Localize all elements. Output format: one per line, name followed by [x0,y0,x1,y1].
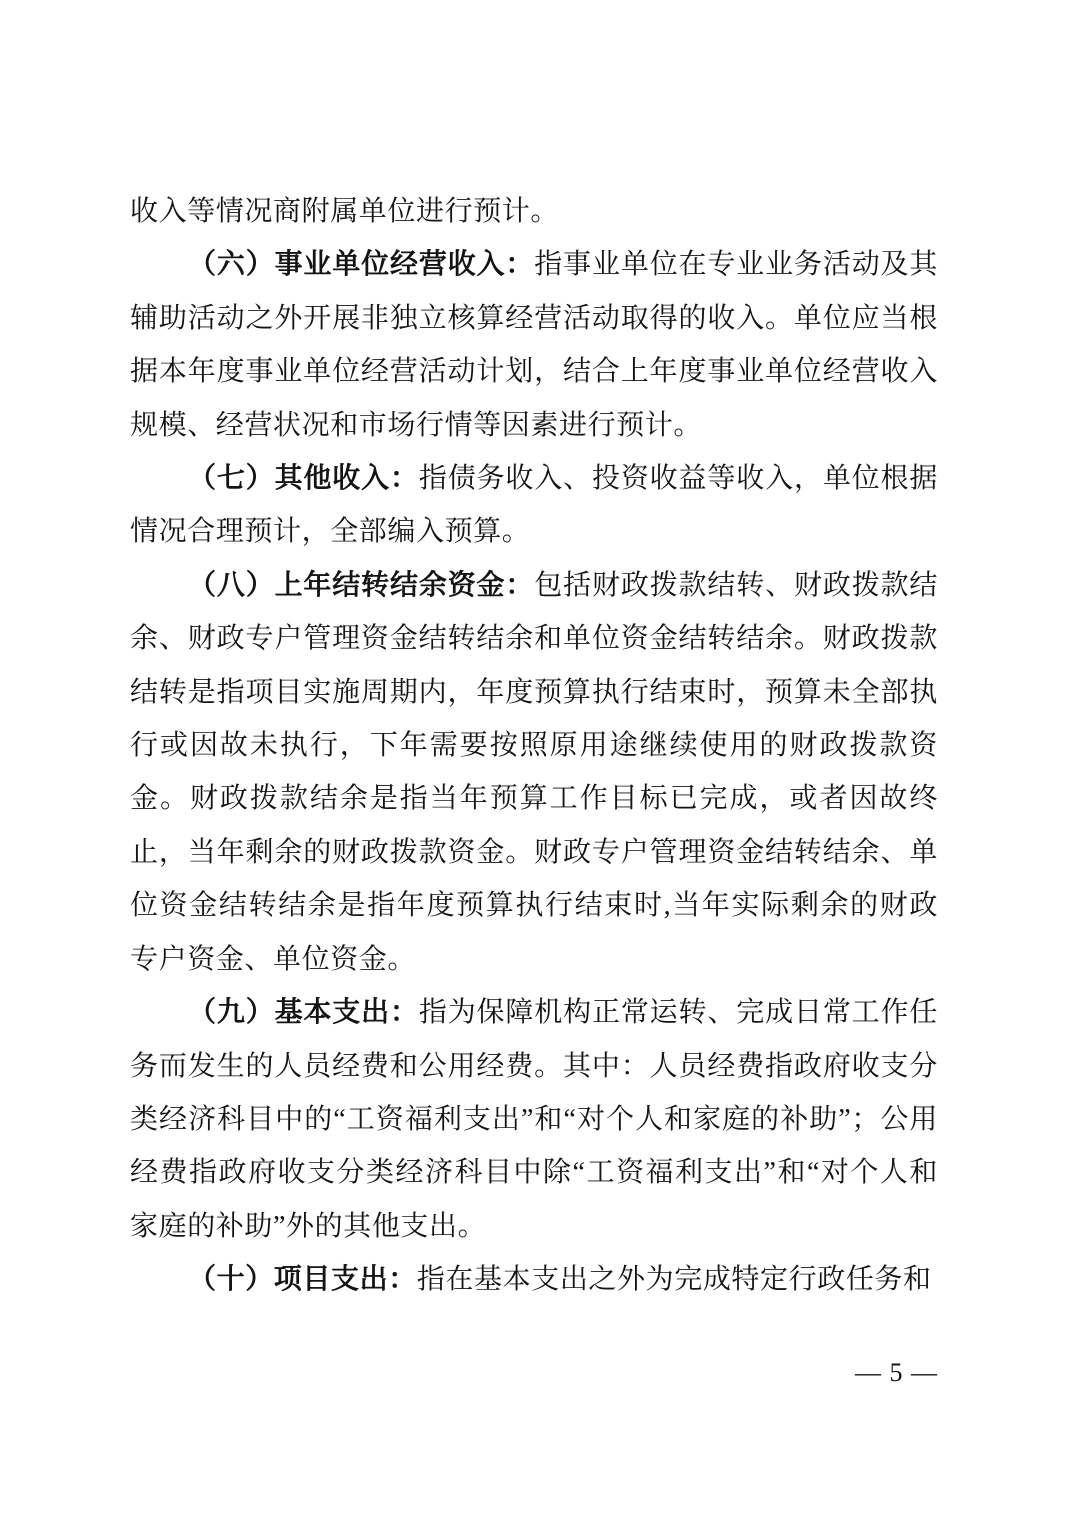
section-heading: （七）其他收入： [188,463,419,495]
section-heading: （九）基本支出： [188,997,419,1029]
paragraph [130,185,938,238]
paragraph [130,1253,938,1306]
paragraph-text: 指债务收入、投资收益等收入，单位根据情况合理预计，全部编入预算。 [130,463,938,548]
paragraph-text: 指在基本支出之外为完成特定行政任务和 [416,1264,932,1296]
paragraph [130,452,938,559]
paragraph-text: 收入等情况商附属单位进行预计。 [130,196,560,227]
paragraph [130,238,938,452]
paragraph-text: 包括财政拨款结转、财政拨款结余、财政专户管理资金结转结余和单位资金结转结余。财政拨款结转是指项目实施周期内，年度预算执行结束时，预算未全部执行或因故未执行，下年需要按照原用途继续使用的财政拨款资金。财政拨款结余是指当年预算工作目标已完成，或者因故终止，当年剩余的财政拨款资金。财政专户管理资金结转结余、单位资金结转结余是指年度预算执行结束时,当年实际剩余的财政专户资金、单位资金。 [130,569,939,975]
paragraph [130,559,938,986]
section-heading: （十）项目支出： [188,1264,417,1296]
document-body [130,185,938,1307]
section-heading: （六）事业单位经营收入： [188,249,535,281]
section-heading: （八）上年结转结余资金： [188,569,535,601]
paragraph [130,986,938,1253]
paragraph-text: 指事业单位在专业业务活动及其辅助活动之外开展非独立核算经营活动取得的收入。单位应当根据本年度事业单位经营活动计划，结合上年度事业单位经营收入规模、经营状况和市场行情等因素进行预计。 [130,249,939,441]
page-number: — 5 — [855,1358,938,1387]
paragraph-text: 指为保障机构正常运转、完成日常工作任务而发生的人员经费和公用经费。其中：人员经费指政府收支分类经济科目中的“工资福利支出”和“对个人和家庭的补助”；公用经费指政府收支分类经济科目中除“工资福利支出”和“对个人和家庭的补助”外的其他支出。 [130,997,938,1242]
